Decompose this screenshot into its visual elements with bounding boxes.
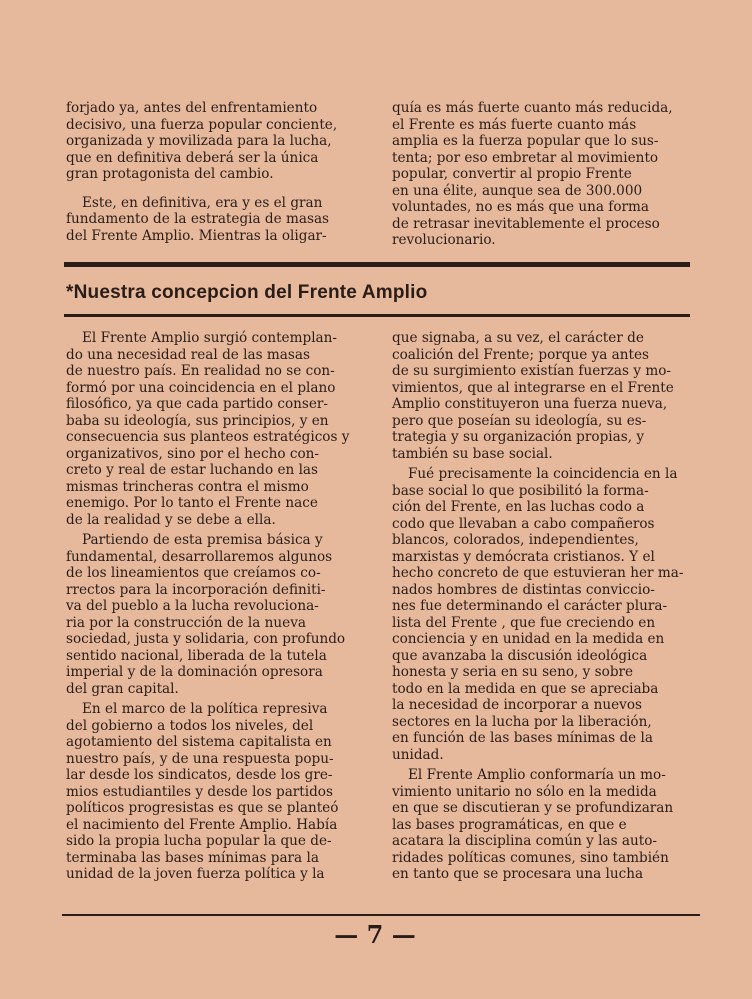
text-line: amplia es la fuerza popular que lo sus- bbox=[392, 133, 659, 149]
text-line: en tanto que se procesara una lucha bbox=[392, 866, 644, 882]
text-line: también su base social. bbox=[392, 445, 553, 462]
text-line: del Frente Amplio. Mientras la oligar- bbox=[66, 227, 327, 244]
text-line: rrectos para la incorporación definiti- bbox=[66, 581, 326, 598]
text-line: terminaba las bases mínimas para la bbox=[66, 849, 319, 866]
text-line: de nuestro país. En realidad no se con- bbox=[66, 363, 335, 379]
text-line: ción del Frente, en las luchas codo a bbox=[392, 499, 645, 515]
text-line: conciencia y en unidad en la medida en bbox=[392, 631, 665, 647]
text-line: agotamiento del sistema capitalista en bbox=[66, 734, 332, 750]
text-line: sociedad, justa y solidaria, con profundo bbox=[66, 631, 346, 647]
text-line: baba su ideología, sus principios, y en bbox=[66, 412, 329, 429]
text-line: la necesidad de incorporar a nuevos bbox=[392, 697, 642, 713]
text-line: El Frente Amplio conformaría un mo- bbox=[408, 767, 666, 783]
text-line: honesta y seria en su seno, y sobre bbox=[392, 664, 634, 680]
text-line: organizativos, sino por el hecho con- bbox=[66, 445, 319, 462]
paragraph bbox=[392, 330, 696, 462]
text-line: de la realidad y se debe a ella. bbox=[66, 511, 276, 528]
text-line: el Frente es más fuerte cuanto más bbox=[392, 116, 637, 133]
text-line: del gran capital. bbox=[66, 680, 179, 697]
text-line: forjado ya, antes del enfrentamiento bbox=[66, 100, 318, 116]
text-line: que avanzaba la discusión ideológica bbox=[392, 647, 648, 664]
paragraph bbox=[66, 330, 370, 528]
text-line: acatara la disciplina común y las auto- bbox=[392, 833, 658, 849]
text-line: formó por una coincidencia en el plano bbox=[66, 379, 336, 396]
text-line: lista del Frente , que fue creciendo en bbox=[392, 614, 656, 631]
text-line: nados hombres de distintas conviccio- bbox=[392, 581, 655, 598]
text-line: imperial y de la dominación opresora bbox=[66, 664, 323, 680]
text-line: coalición del Frente; porque ya antes bbox=[392, 346, 650, 363]
text-line: trategia y su organización propias, y bbox=[392, 429, 645, 445]
section-rule-bottom bbox=[64, 314, 690, 317]
text-line: consecuencia sus planteos estratégicos y bbox=[66, 429, 350, 445]
section-title: *Nuestra concepcion del Frente Amplio bbox=[66, 282, 428, 303]
text-line: quía es más fuerte cuanto más reducida, bbox=[392, 100, 673, 116]
text-line: Fué precisamente la coincidencia en la bbox=[408, 466, 678, 482]
text-line: fundamento de la estrategia de masas bbox=[66, 211, 330, 227]
top-right-column bbox=[392, 100, 692, 261]
text-line: gran protagonista del cambio. bbox=[66, 166, 274, 182]
text-line: sectores en la lucha por la liberación, bbox=[392, 713, 652, 730]
paragraph bbox=[66, 532, 370, 697]
text-line: nes fue determinando el carácter plura- bbox=[392, 598, 668, 614]
text-line: enemigo. Por lo tanto el Frente nace bbox=[66, 495, 318, 511]
bottom-left-column bbox=[66, 330, 370, 887]
text-line: unidad de la joven fuerza política y la bbox=[66, 866, 325, 882]
text-line: vimiento unitario no sólo en la medida bbox=[392, 783, 657, 800]
top-left-column bbox=[66, 100, 366, 256]
text-line: mismas trincheras contra el mismo bbox=[66, 478, 309, 495]
text-line: creto y real de estar luchando en las bbox=[66, 462, 319, 478]
text-line: lar desde los sindicatos, desde los gre- bbox=[66, 767, 333, 783]
text-line: organizada y movilizada para la lucha, bbox=[66, 133, 332, 149]
paragraph bbox=[392, 100, 692, 249]
text-line: revolucionario. bbox=[392, 232, 496, 248]
text-line: popular, convertir al propio Frente bbox=[392, 166, 632, 182]
bottom-right-column bbox=[392, 330, 696, 887]
text-line: tenta; por eso embretar al movimiento bbox=[392, 149, 659, 166]
text-line: vimientos, que al integrarse en el Frente bbox=[392, 379, 674, 396]
text-line: en que se discutieran y se profundizaran bbox=[392, 800, 674, 816]
page-number: — 7 — bbox=[334, 920, 416, 949]
text-line: el nacimiento del Frente Amplio. Había bbox=[66, 816, 338, 833]
text-line: Este, en definitiva, era y es el gran bbox=[82, 194, 323, 211]
text-line: en función de las bases mínimas de la bbox=[392, 730, 653, 746]
paragraph bbox=[392, 466, 696, 763]
paragraph bbox=[392, 767, 696, 883]
text-line: sentido nacional, liberada de la tutela bbox=[66, 647, 327, 664]
text-line: En el marco de la política represiva bbox=[82, 701, 328, 717]
text-line: sido la propia lucha popular la que de- bbox=[66, 833, 332, 849]
text-line: de su surgimiento existían fuerzas y mo- bbox=[392, 363, 671, 379]
text-line: Amplio constituyeron una fuerza nueva, bbox=[392, 396, 668, 412]
text-line: de los lineamientos que creíamos co- bbox=[66, 565, 321, 581]
text-line: fundamental, desarrollaremos algunos bbox=[66, 548, 333, 565]
text-line: hecho concreto de que estuvieran her ma- bbox=[392, 565, 684, 581]
text-line: marxistas y demócrata cristianos. Y el bbox=[392, 548, 655, 565]
paragraph bbox=[66, 701, 370, 883]
section-rule-top bbox=[64, 262, 690, 267]
text-line: de retrasar inevitablemente el proceso bbox=[392, 215, 660, 232]
text-line: políticos progresistas es que se planteó bbox=[66, 800, 339, 816]
text-line: las bases programáticas, en que e bbox=[392, 816, 627, 833]
text-line: El Frente Amplio surgió contemplan- bbox=[82, 330, 337, 346]
text-line: base social lo que posibilitó la forma- bbox=[392, 482, 649, 499]
text-line: voluntades, no es más que una forma bbox=[392, 199, 650, 215]
text-line: todo en la medida en que se apreciaba bbox=[392, 680, 659, 697]
text-line: ria por la construcción de la nueva bbox=[66, 614, 307, 631]
paragraph bbox=[66, 195, 366, 245]
text-line: do una necesidad real de las masas bbox=[66, 346, 310, 363]
text-line: que en definitiva deberá ser la única bbox=[66, 149, 319, 166]
footer-rule bbox=[62, 914, 700, 916]
text-line: Partiendo de esta premisa básica y bbox=[82, 532, 323, 548]
text-line: va del pueblo a la lucha revoluciona- bbox=[66, 598, 319, 614]
text-line: mios estudiantiles y desde los partidos bbox=[66, 783, 333, 800]
text-line: unidad. bbox=[392, 746, 444, 763]
text-line: pero que poseían su ideología, su es- bbox=[392, 412, 647, 429]
text-line: codo que llevaban a cabo compañeros bbox=[392, 515, 655, 532]
text-line: nuestro país, y de una respuesta popu- bbox=[66, 750, 334, 767]
text-line: blancos, colorados, independientes, bbox=[392, 532, 639, 548]
text-line: ridades políticas comunes, sino también bbox=[392, 849, 669, 866]
text-line: en una élite, aunque sea de 300.000 bbox=[392, 182, 643, 199]
text-line: del gobierno a todos los niveles, del bbox=[66, 717, 314, 734]
paragraph bbox=[66, 100, 366, 183]
text-line: que signaba, a su vez, el carácter de bbox=[392, 330, 644, 346]
text-line: decisivo, una fuerza popular conciente, bbox=[66, 116, 338, 133]
text-line: filosófico, ya que cada partido conser- bbox=[66, 396, 329, 412]
